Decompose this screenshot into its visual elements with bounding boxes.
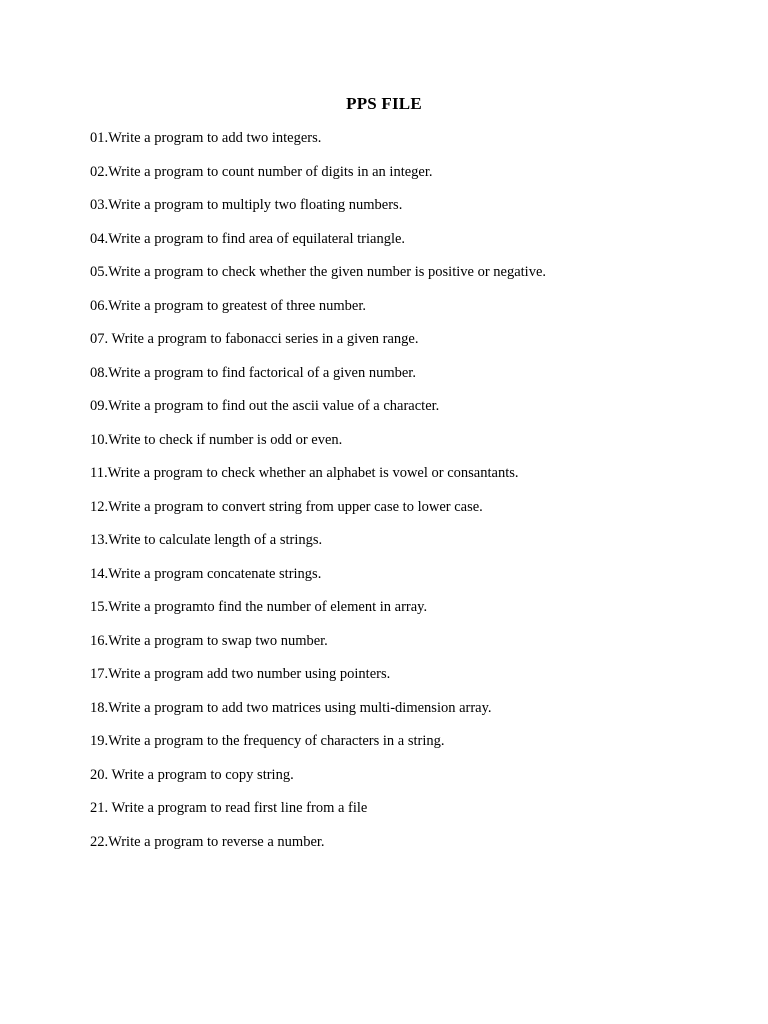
list-item: 12.Write a program to convert string from upper case to lower case.	[90, 498, 483, 515]
list-item: 06.Write a program to greatest of three number.	[90, 297, 367, 314]
list-item: 21. Write a program to read first line from a file	[90, 800, 368, 816]
list-item: 19.Write a program to the frequency of characters in a string.	[90, 733, 445, 749]
list-item: 01.Write a program to add two integers.	[90, 130, 322, 146]
list-item: 17.Write a program add two number using pointers.	[90, 666, 391, 682]
list-item: 22.Write a program to reverse a number.	[90, 833, 325, 850]
program-list	[90, 128, 730, 865]
list-item: 11.Write a program to check whether an alphabet is vowel or consantants.	[90, 465, 519, 481]
list-item: 03.Write a program to multiply two floating numbers.	[90, 197, 403, 213]
list-item: 09.Write a program to find out the ascii value of a character.	[90, 398, 440, 414]
list-item: 05.Write a program to check whether the given number is positive or negative.	[90, 264, 547, 280]
list-item: 13.Write to calculate length of a strings.	[90, 532, 323, 548]
list-item: 20. Write a program to copy string.	[90, 766, 294, 783]
list-item: 18.Write a program to add two matrices using multi-dimension array.	[90, 699, 492, 716]
list-item: 07. Write a program to fabonacci series in a given range.	[90, 331, 419, 347]
list-item: 04.Write a program to find area of equilateral triangle.	[90, 230, 406, 247]
list-item: 16.Write a program to swap two number.	[90, 632, 328, 649]
list-item: 02.Write a program to count number of digits in an integer.	[90, 163, 433, 180]
page-title: PPS FILE	[346, 94, 422, 113]
list-item: 15.Write a programto find the number of element in array.	[90, 599, 428, 615]
list-item: 08.Write a program to find factorical of a given number.	[90, 364, 416, 381]
list-item: 14.Write a program concatenate strings.	[90, 565, 322, 582]
list-item: 10.Write to check if number is odd or even.	[90, 431, 343, 448]
